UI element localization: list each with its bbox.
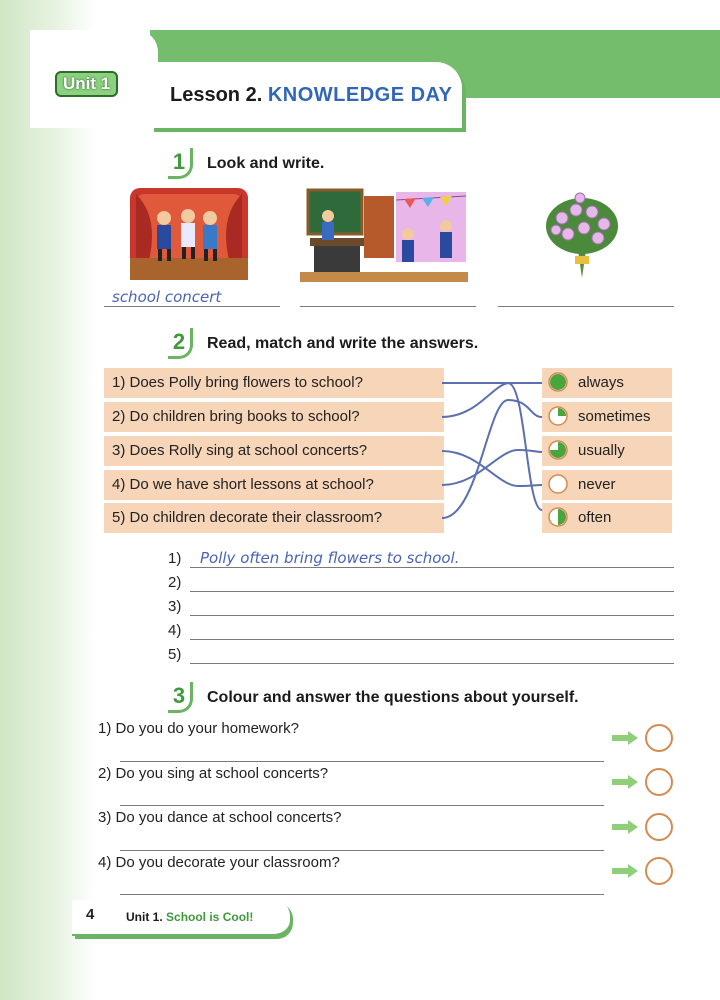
answer-line[interactable]	[190, 621, 674, 640]
classroom-decorating-picture	[300, 186, 468, 282]
match-line-q1	[442, 383, 542, 510]
answer-number: 1)	[168, 550, 182, 567]
task-1-title: Look and write.	[207, 155, 325, 172]
task-3-answer-line[interactable]	[120, 849, 604, 851]
footer-unit-title	[126, 910, 253, 924]
answer-number: 3)	[168, 598, 182, 615]
task-2-number: 2	[168, 328, 193, 359]
frequency-label: usually	[578, 442, 625, 459]
frequency-label: always	[578, 374, 624, 391]
footer-unit-name: School is Cool!	[166, 910, 254, 924]
frequency-pie-icon	[548, 507, 568, 527]
question-row: 5) Do children decorate their classroom?	[104, 503, 444, 533]
matching-lines	[438, 360, 546, 546]
frequency-pie-icon	[548, 474, 568, 494]
task-3-question: 2) Do you sing at school concerts?	[98, 765, 329, 782]
colour-circle[interactable]	[645, 724, 673, 752]
frequency-label: never	[578, 476, 616, 493]
question-row: 1) Does Polly bring flowers to school?	[104, 368, 444, 398]
match-line-q2	[442, 383, 542, 417]
arrow-right-icon	[612, 820, 638, 834]
lesson-name: KNOWLEDGE DAY	[267, 84, 453, 106]
task-3-title: Colour and answer the questions about yourself.	[207, 689, 579, 706]
frequency-label: often	[578, 509, 612, 526]
task-3-answer-line[interactable]	[120, 893, 604, 895]
flower-bouquet-picture	[542, 190, 622, 280]
frequency-label: sometimes	[578, 408, 651, 425]
task-1-answer-1: school concert	[112, 288, 222, 306]
task-3-question: 3) Do you dance at school concerts?	[98, 809, 342, 826]
answer-line[interactable]	[190, 597, 674, 616]
question-row: 3) Does Rolly sing at school concerts?	[104, 436, 444, 466]
pie-outline	[549, 475, 567, 493]
arrow-right-icon	[612, 864, 638, 878]
frequency-pie-icon	[548, 372, 568, 392]
task-3-question: 1) Do you do your homework?	[98, 720, 299, 737]
answer-number: 2)	[168, 574, 182, 591]
frequency-row	[542, 470, 672, 500]
task-1-number: 1	[168, 148, 193, 179]
colour-circle[interactable]	[645, 813, 673, 841]
task-1-answer-line-2[interactable]	[300, 286, 476, 307]
arrow-right-icon	[612, 775, 638, 789]
answer-line[interactable]	[190, 645, 674, 664]
answer-number: 5)	[168, 646, 182, 663]
question-row: 2) Do children bring books to school?	[104, 402, 444, 432]
frequency-row	[542, 368, 672, 398]
arrow-right-icon	[612, 731, 638, 745]
task-3-question: 4) Do you decorate your classroom?	[98, 854, 340, 871]
school-concert-picture	[130, 188, 248, 280]
question-row: 4) Do we have short lessons at school?	[104, 470, 444, 500]
pie-fill	[550, 374, 566, 390]
frequency-row	[542, 402, 672, 432]
task-3-number: 3	[168, 682, 193, 713]
task-1-answer-line-1[interactable]	[104, 286, 280, 307]
task-2-title: Read, match and write the answers.	[207, 335, 479, 352]
colour-circle[interactable]	[645, 768, 673, 796]
frequency-pie-icon	[548, 440, 568, 460]
footer-unit-label: Unit 1.	[126, 910, 163, 924]
answer-line[interactable]	[190, 573, 674, 592]
answer-number: 4)	[168, 622, 182, 639]
frequency-pie-icon	[548, 406, 568, 426]
task-3-answer-line[interactable]	[120, 760, 604, 762]
frequency-row	[542, 503, 672, 533]
left-margin-gradient	[0, 0, 95, 1000]
page-number: 4	[86, 906, 95, 923]
answer-1-text: Polly often bring flowers to school.	[200, 549, 460, 567]
task-1-answer-line-3[interactable]	[498, 286, 674, 307]
unit-badge: Unit 1	[55, 71, 118, 97]
answer-line[interactable]	[190, 549, 674, 568]
task-3-answer-line[interactable]	[120, 804, 604, 806]
lesson-prefix: Lesson 2.	[170, 84, 263, 106]
frequency-row	[542, 436, 672, 466]
colour-circle[interactable]	[645, 857, 673, 885]
lesson-title	[170, 84, 453, 107]
